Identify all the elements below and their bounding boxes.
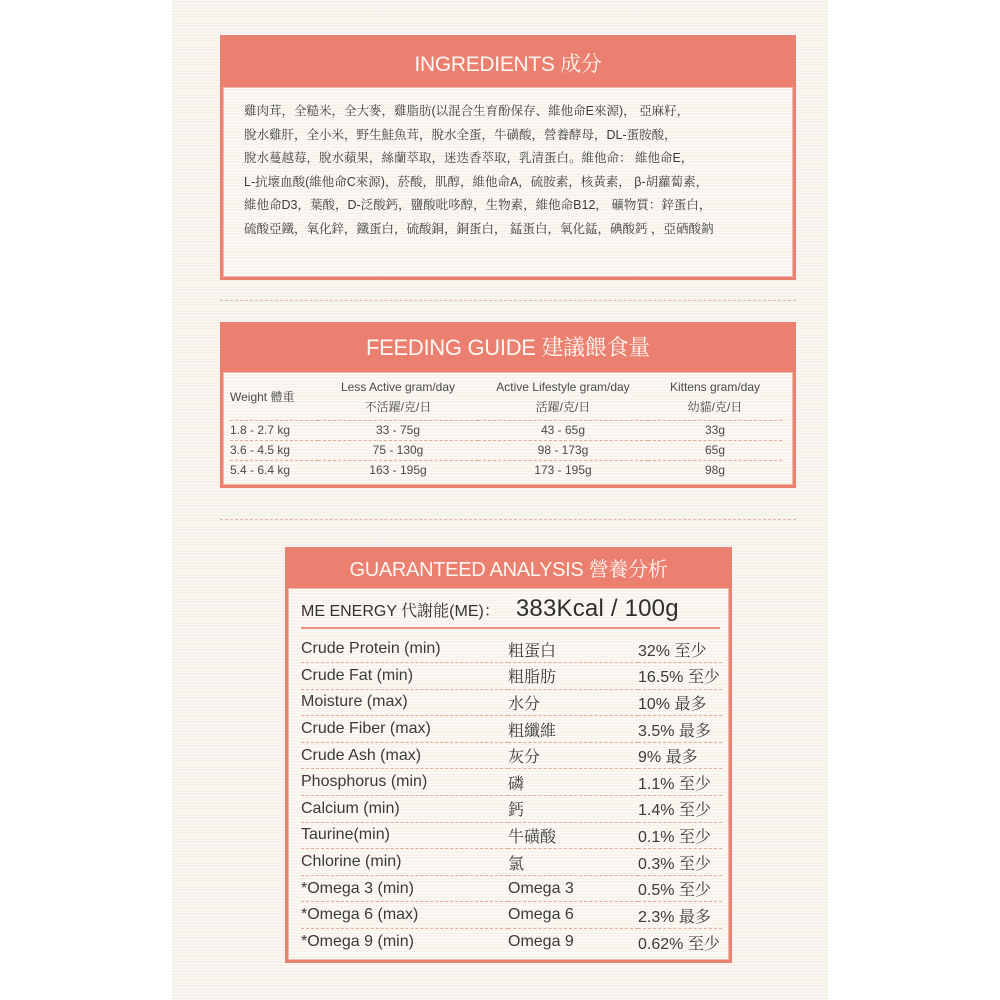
nutrient-value: 0.3% 至少	[638, 849, 722, 876]
nutrient-name-zh: 鈣	[508, 796, 638, 823]
nutrient-name: Calcium (min)	[301, 796, 508, 823]
nutrient-name: *Omega 9 (min)	[301, 933, 414, 951]
ingredients-line: 維他命D3，葉酸，D-泛酸鈣，鹽酸吡哆醇，生物素，維他命B12， 礦物質：鋅蛋白，	[244, 198, 712, 212]
header-weight: Weight 體重	[230, 390, 295, 405]
feeding-guide-title: FEEDING GUIDE 建議餵食量	[366, 335, 650, 360]
active-cell: 173 - 195g	[478, 460, 648, 480]
table-row	[301, 716, 722, 743]
nutrient-value: 1.4% 至少	[638, 796, 722, 823]
nutrient-name-zh: 氯	[508, 849, 638, 876]
header-active	[478, 373, 648, 420]
section-divider	[220, 300, 796, 301]
ingredients-line: 脫水蔓越莓，脫水蘋果，絲蘭萃取，迷迭香萃取，乳清蛋白。維他命： 維他命E，	[244, 151, 694, 165]
energy-row	[301, 589, 720, 629]
nutrient-name: Crude Protein (min)	[301, 636, 508, 663]
nutrient-name-zh: 灰分	[508, 742, 638, 769]
nutrient-name-zh: Omega 3	[508, 875, 638, 902]
analysis-body	[288, 588, 729, 960]
feeding-guide-body	[223, 372, 793, 485]
table-row	[301, 902, 722, 929]
nutrient-name-zh: 粗纖維	[508, 716, 638, 743]
nutrient-name: Crude Fiber (max)	[301, 716, 508, 743]
feeding-guide-section	[220, 322, 796, 488]
header-kittens-zh: 幼貓/克/日	[687, 400, 743, 415]
less-active-cell: 163 - 195g	[318, 460, 478, 480]
kittens-cell: 98g	[648, 460, 782, 480]
header-kittens-en: Kittens gram/day	[669, 380, 761, 395]
nutrient-name-zh: 粗蛋白	[508, 636, 638, 663]
ingredients-section	[220, 35, 796, 280]
weight-cell: 1.8 - 2.7 kg	[230, 420, 318, 440]
less-active-cell: 33 - 75g	[318, 420, 478, 440]
nutrient-value: 9% 最多	[638, 742, 722, 769]
ingredients-line: 雞肉茸，全糙米，全大麥，雞脂肪(以混合生育酚保存、維他命E來源)， 亞麻籽，	[244, 104, 690, 118]
nutrient-value: 10% 最多	[638, 689, 722, 716]
table-row	[230, 420, 782, 440]
nutrient-name: Chlorine (min)	[301, 849, 508, 876]
header-kittens	[648, 373, 782, 420]
nutrient-name: Crude Fat (min)	[301, 663, 508, 690]
nutrient-name-zh: Omega 9	[508, 933, 574, 951]
table-row	[230, 460, 782, 480]
nutrient-value: 2.3% 最多	[638, 902, 722, 929]
less-active-cell: 75 - 130g	[318, 440, 478, 460]
header-less-active-en: Less Active gram/day	[340, 380, 456, 395]
nutrient-name-zh: 粗脂肪	[508, 663, 638, 690]
table-row	[301, 796, 722, 823]
table-row	[301, 769, 722, 796]
nutrient-value: 0.1% 至少	[638, 822, 722, 849]
nutrient-value: 0.62% 至少	[638, 935, 720, 953]
nutrient-value: 16.5% 至少	[638, 663, 722, 690]
table-row	[301, 636, 722, 663]
nutrient-name: Taurine(min)	[301, 822, 508, 849]
nutrient-name: Crude Ash (max)	[301, 742, 508, 769]
analysis-title: GUARANTEED ANALYSIS 營養分析	[349, 559, 668, 581]
table-row	[301, 875, 722, 902]
section-divider	[220, 519, 796, 520]
ingredients-line: 脫水雞肝，全小米，野生鮭魚茸，脫水全蛋，牛磺酸，營養酵母，DL-蛋胺酸，	[244, 127, 677, 142]
weight-cell: 3.6 - 4.5 kg	[230, 440, 318, 460]
nutrient-name-zh: 磷	[508, 769, 638, 796]
table-row	[301, 822, 722, 849]
nutrient-name: Phosphorus (min)	[301, 769, 508, 796]
header-active-zh: 活躍/克/日	[535, 400, 591, 415]
ingredients-line: L-抗壞血酸(維他命C來源)，菸酸，肌醇，維他命A，硫胺素，核黃素， β-胡蘿蔔素，	[244, 174, 709, 189]
table-row	[301, 742, 722, 769]
table-row	[301, 689, 722, 716]
table-row	[301, 929, 722, 956]
guaranteed-analysis-section	[285, 547, 732, 963]
table-row	[301, 849, 722, 876]
nutrient-value: 1.1% 至少	[638, 769, 722, 796]
table-row	[230, 440, 782, 460]
kittens-cell: 33g	[648, 420, 782, 440]
ingredients-title: INGREDIENTS 成分	[414, 53, 602, 76]
active-cell: 98 - 173g	[478, 440, 648, 460]
nutrient-name: *Omega 3 (min)	[301, 875, 508, 902]
nutrient-name: Moisture (max)	[301, 689, 508, 716]
nutrient-name-zh: 牛磺酸	[508, 822, 638, 849]
nutrient-name: *Omega 6 (max)	[301, 902, 508, 929]
weight-cell: 5.4 - 6.4 kg	[230, 460, 318, 480]
analysis-table	[301, 636, 722, 955]
table-row	[301, 663, 722, 690]
active-cell: 43 - 65g	[478, 420, 648, 440]
energy-value: 383Kcal / 100g	[515, 595, 679, 622]
ingredients-body	[223, 87, 793, 277]
kittens-cell: 65g	[648, 440, 782, 460]
nutrient-value: 0.5% 至少	[638, 875, 722, 902]
feeding-guide-table	[230, 373, 782, 480]
nutrient-value: 3.5% 最多	[638, 716, 722, 743]
energy-label: ME ENERGY 代謝能(ME)：	[301, 603, 500, 620]
ingredients-line: 硫酸亞鐵，氧化鋅，鐵蛋白，硫酸銅，銅蛋白， 錳蛋白，氧化錳，碘酸鈣 ，亞硒酸鈉	[244, 221, 714, 236]
nutrient-value: 32% 至少	[638, 636, 722, 663]
header-less-active	[318, 373, 478, 420]
nutrient-name-zh: Omega 6	[508, 902, 638, 929]
product-info-panel	[172, 0, 828, 1000]
header-active-en: Active Lifestyle gram/day	[496, 380, 630, 395]
nutrient-name-zh: 水分	[508, 689, 638, 716]
table-header-row	[230, 373, 782, 420]
header-less-active-zh: 不活躍/克/日	[364, 400, 432, 415]
